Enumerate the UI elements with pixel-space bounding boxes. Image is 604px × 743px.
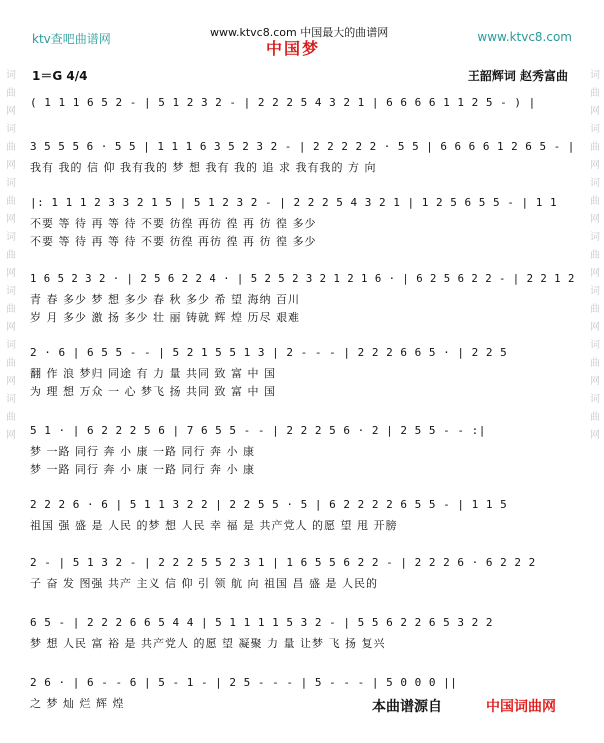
watermark-char: 曲 bbox=[6, 196, 16, 207]
watermark-char: 曲 bbox=[590, 88, 600, 99]
lyric-line: 梦 一路 同行 奔 小 康 一路 同行 奔 小 康 bbox=[30, 463, 255, 476]
header-center-text: www.ktvc8.com 中国最大的曲谱网 bbox=[210, 26, 389, 39]
lyric-line: 子 奋 发 图强 共产 主义 信 仰 引 领 航 向 祖国 昌 盛 是 人民的 bbox=[30, 577, 378, 590]
footer-source-label: 本曲谱源自 bbox=[372, 699, 442, 715]
watermark-char: 词 bbox=[590, 394, 600, 405]
lyric-line: 之 梦 灿 烂 辉 煌 bbox=[30, 697, 125, 710]
notation-line: 3 5 5 5 6 · 5 5 | 1 1 1 6 3 5 2 3 2 - | 2 2 2 2 2 · 5 5 | 6 6 6 6 1 2 6 5 - | bbox=[30, 140, 575, 153]
lyric-line: 梦 想 人民 富 裕 是 共产党人 的愿 望 凝聚 力 量 让梦 飞 扬 复兴 bbox=[30, 637, 386, 650]
watermark-char: 曲 bbox=[6, 250, 16, 261]
watermark-char: 网 bbox=[590, 214, 600, 225]
lyric-line: 岁 月 多少 激 扬 多少 壮 丽 铸就 辉 煌 历尽 艰难 bbox=[30, 311, 300, 324]
watermark-char: 词 bbox=[6, 178, 16, 189]
side-watermark-right bbox=[588, 70, 602, 448]
notation-line: 2 · 6 | 6 5 5 - - | 5 2 1 5 5 1 3 | 2 - - - | 2 2 2 6 6 5 · | 2 2 5 bbox=[30, 346, 508, 359]
watermark-char: 网 bbox=[6, 376, 16, 387]
song-title: 中国梦 bbox=[266, 39, 321, 58]
lyric-line: 祖国 强 盛 是 人民 的梦 想 人民 幸 福 是 共产党人 的愿 望 甩 开膀 bbox=[30, 519, 398, 532]
notation-line: ( 1 1 1 6 5 2 - | 5 1 2 3 2 - | 2 2 2 5 4 3 2 1 | 6 6 6 6 1 1 2 5 - ) | bbox=[30, 96, 536, 109]
watermark-char: 曲 bbox=[6, 412, 16, 423]
watermark-char: 曲 bbox=[6, 142, 16, 153]
watermark-char: 词 bbox=[6, 70, 16, 81]
watermark-char: 网 bbox=[590, 322, 600, 333]
key-signature: 1＝G 4/4 bbox=[32, 69, 88, 83]
lyric-line: 为 理 想 万众 一 心 梦飞 扬 共同 致 富 中 国 bbox=[30, 385, 276, 398]
lyric-line: 我有 我的 信 仰 我有我的 梦 想 我有 我的 追 求 我有我的 方 向 bbox=[30, 161, 377, 174]
watermark-char: 曲 bbox=[590, 304, 600, 315]
lyric-line: 青 春 多少 梦 想 多少 春 秋 多少 希 望 海纳 百川 bbox=[30, 293, 300, 306]
watermark-char: 曲 bbox=[6, 304, 16, 315]
notation-line: 2 2 2 6 · 6 | 5 1 1 3 2 2 | 2 2 5 5 · 5 | 6 2 2 2 2 6 5 5 - | 1 1 5 bbox=[30, 498, 508, 511]
lyric-line: 翻 作 浪 梦归 同途 有 力 量 共同 致 富 中 国 bbox=[30, 367, 276, 380]
watermark-char: 词 bbox=[6, 340, 16, 351]
notation-line: 2 - | 5 1 3 2 - | 2 2 2 5 5 2 3 1 | 1 6 5 5 6 2 2 - | 2 2 2 6 · 6 2 2 2 bbox=[30, 556, 536, 569]
watermark-char: 网 bbox=[590, 268, 600, 279]
watermark-char: 词 bbox=[590, 340, 600, 351]
notation-line: |: 1 1 1 2 3 3 2 1 5 | 5 1 2 3 2 - | 2 2 2 5 4 3 2 1 | 1 2 5 6 5 5 - | 1 1 bbox=[30, 196, 558, 209]
score-row bbox=[30, 498, 575, 533]
notation-line: 1 6 5 2 3 2 · | 2 5 6 2 2 4 · | 5 2 5 2 3 2 1 2 1 6 · | 6 2 5 6 2 2 - | 2 2 1 2 bbox=[30, 272, 575, 285]
watermark-char: 网 bbox=[590, 160, 600, 171]
notation-line: 6 5 - | 2 2 2 6 6 5 4 4 | 5 1 1 1 1 5 3 2 - | 5 5 6 2 2 6 5 3 2 2 bbox=[30, 616, 493, 629]
watermark-char: 曲 bbox=[590, 196, 600, 207]
watermark-char: 词 bbox=[590, 232, 600, 243]
lyric-line: 不要 等 待 再 等 待 不要 彷徨 再彷 徨 再 彷 徨 多少 bbox=[30, 235, 317, 248]
watermark-char: 曲 bbox=[590, 358, 600, 369]
score-row bbox=[30, 346, 575, 399]
notation-line: 2 6 · | 6 - - 6 | 5 - 1 - | 2 5 - - - | 5 - - - | 5 0 0 0 || bbox=[30, 676, 458, 689]
watermark-char: 网 bbox=[6, 430, 16, 441]
watermark-char: 网 bbox=[6, 106, 16, 117]
header-left-site: ktv查吧曲谱网 bbox=[32, 32, 111, 46]
watermark-char: 曲 bbox=[590, 412, 600, 423]
score-row bbox=[30, 616, 575, 651]
watermark-char: 网 bbox=[6, 322, 16, 333]
watermark-char: 词 bbox=[590, 178, 600, 189]
lyric-line: 不要 等 待 再 等 待 不要 彷徨 再彷 徨 再 彷 徨 多少 bbox=[30, 217, 317, 230]
watermark-char: 词 bbox=[6, 232, 16, 243]
watermark-char: 曲 bbox=[590, 142, 600, 153]
watermark-char: 网 bbox=[590, 430, 600, 441]
footer-source-site: 中国词曲网 bbox=[486, 699, 556, 715]
score-row bbox=[30, 272, 575, 325]
watermark-char: 网 bbox=[6, 160, 16, 171]
watermark-char: 词 bbox=[590, 70, 600, 81]
lyric-line: 梦 一路 同行 奔 小 康 一路 同行 奔 小 康 bbox=[30, 445, 255, 458]
watermark-char: 网 bbox=[6, 268, 16, 279]
watermark-char: 词 bbox=[590, 286, 600, 297]
watermark-char: 词 bbox=[6, 394, 16, 405]
score-row bbox=[30, 96, 575, 109]
watermark-char: 词 bbox=[590, 124, 600, 135]
watermark-char: 曲 bbox=[590, 250, 600, 261]
score-row bbox=[30, 196, 575, 249]
watermark-char: 网 bbox=[6, 214, 16, 225]
header-right-site: www.ktvc8.com bbox=[477, 30, 572, 44]
score-row bbox=[30, 140, 575, 175]
watermark-char: 网 bbox=[590, 376, 600, 387]
score-row bbox=[30, 424, 575, 477]
watermark-char: 词 bbox=[6, 286, 16, 297]
watermark-char: 曲 bbox=[6, 88, 16, 99]
watermark-char: 网 bbox=[590, 106, 600, 117]
song-credits: 王韶辉词 赵秀富曲 bbox=[467, 69, 568, 83]
score-row bbox=[30, 556, 575, 591]
notation-line: 5 1 · | 6 2 2 2 5 6 | 7 6 5 5 - - | 2 2 2 5 6 · 2 | 2 5 5 - - :| bbox=[30, 424, 486, 437]
watermark-char: 词 bbox=[6, 124, 16, 135]
watermark-char: 曲 bbox=[6, 358, 16, 369]
side-watermark-left bbox=[4, 70, 18, 448]
